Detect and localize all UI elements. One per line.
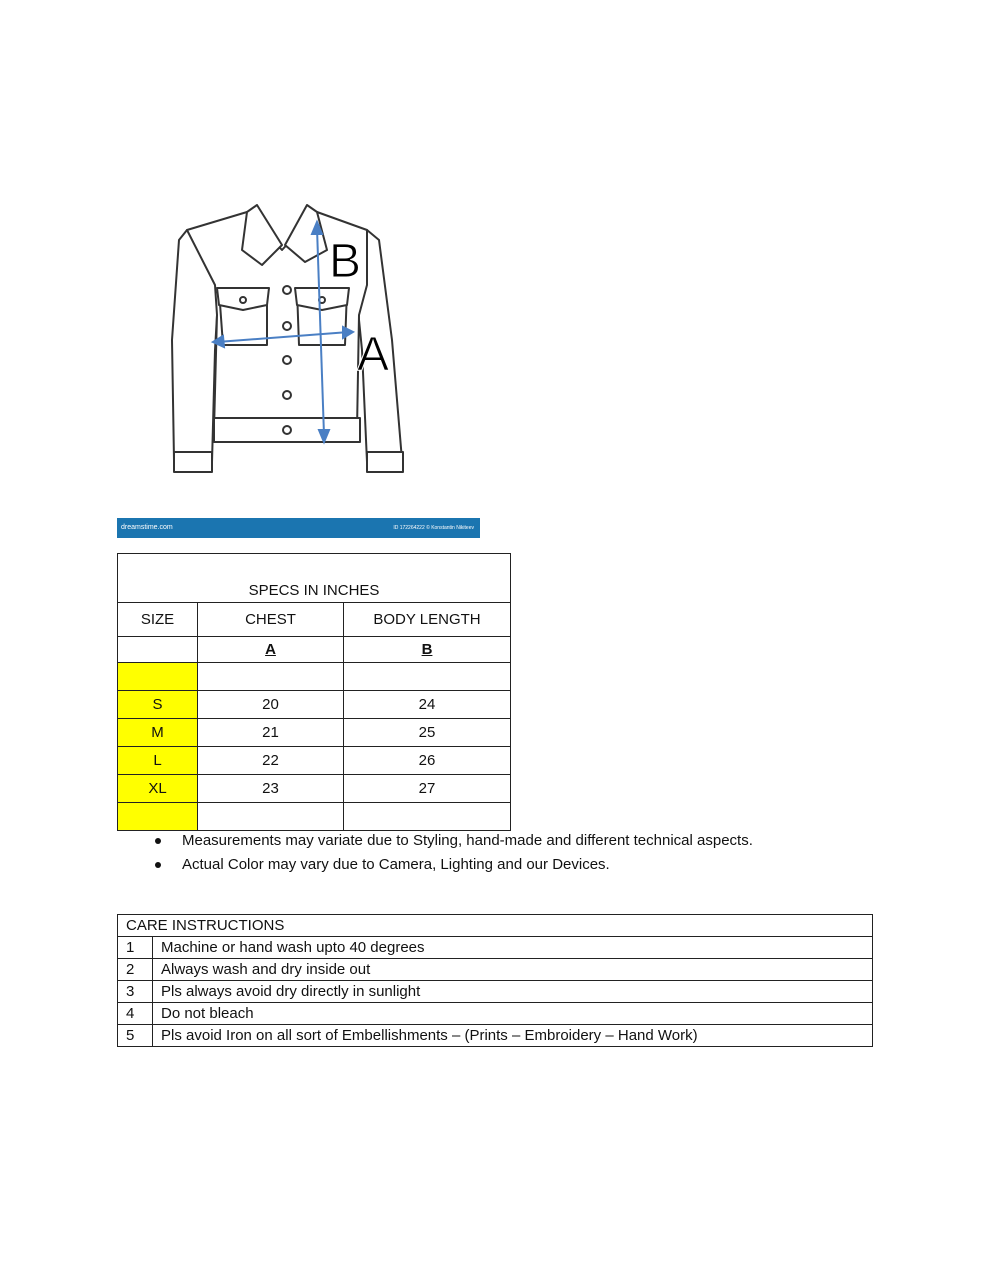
chest-cell [198, 663, 344, 691]
watermark-bar [117, 518, 480, 538]
care-num: 3 [118, 981, 153, 1003]
table-row [118, 691, 511, 719]
note-text: Measurements may variate due to Styling, hand-made and different technical aspects. [182, 832, 753, 849]
bullet-icon [155, 838, 161, 844]
care-text: Do not bleach [153, 1003, 873, 1025]
care-num: 1 [118, 937, 153, 959]
watermark-credit: ID 172264222 © Konstantin Nikiteev [393, 525, 474, 531]
care-table [117, 914, 873, 1047]
length-cell [344, 663, 511, 691]
letter-a: A [198, 637, 344, 663]
size-cell: L [118, 747, 198, 775]
size-cell [118, 663, 198, 691]
specs-header-row [118, 603, 511, 637]
watermark-brand: dreamstime.com [121, 524, 173, 531]
jacket-button [283, 322, 291, 330]
jacket-button [240, 297, 246, 303]
list-item [150, 855, 753, 879]
care-title-row [118, 915, 873, 937]
size-cell: M [118, 719, 198, 747]
chest-cell: 22 [198, 747, 344, 775]
list-item [150, 831, 753, 855]
table-row [118, 747, 511, 775]
letter-b: B [344, 637, 511, 663]
table-row [118, 663, 511, 691]
jacket-button [283, 356, 291, 364]
bullet-icon [155, 862, 161, 868]
size-cell [118, 803, 198, 831]
size-cell: XL [118, 775, 198, 803]
jacket-button [283, 391, 291, 399]
header-body-length: BODY LENGTH [344, 603, 511, 637]
table-row [118, 1025, 873, 1047]
table-row [118, 1003, 873, 1025]
length-cell [344, 803, 511, 831]
length-cell: 26 [344, 747, 511, 775]
jacket-left-cuff [174, 452, 212, 472]
label-b: B [329, 235, 362, 288]
table-row [118, 959, 873, 981]
table-row [118, 981, 873, 1003]
care-text: Pls avoid Iron on all sort of Embellishments – (Prints – Embroidery – Hand Work) [153, 1025, 873, 1047]
care-text: Always wash and dry inside out [153, 959, 873, 981]
specs-title: SPECS IN INCHES [118, 554, 511, 603]
jacket-button [283, 426, 291, 434]
table-row [118, 937, 873, 959]
label-a: A [357, 328, 390, 381]
letter-empty [118, 637, 198, 663]
note-text: Actual Color may vary due to Camera, Lighting and our Devices. [182, 856, 610, 873]
length-cell: 27 [344, 775, 511, 803]
care-num: 2 [118, 959, 153, 981]
size-cell: S [118, 691, 198, 719]
care-text: Pls always avoid dry directly in sunlight [153, 981, 873, 1003]
care-num: 4 [118, 1003, 153, 1025]
care-text: Machine or hand wash upto 40 degrees [153, 937, 873, 959]
header-size: SIZE [118, 603, 198, 637]
chest-cell: 23 [198, 775, 344, 803]
chest-cell: 20 [198, 691, 344, 719]
jacket-illustration [117, 190, 480, 520]
specs-letter-row [118, 637, 511, 663]
notes-list [150, 831, 753, 879]
length-cell: 25 [344, 719, 511, 747]
table-row [118, 775, 511, 803]
care-title: CARE INSTRUCTIONS [118, 915, 873, 937]
table-row [118, 803, 511, 831]
length-cell: 24 [344, 691, 511, 719]
chest-cell: 21 [198, 719, 344, 747]
care-num: 5 [118, 1025, 153, 1047]
specs-title-row [118, 554, 511, 603]
header-chest: CHEST [198, 603, 344, 637]
chest-cell [198, 803, 344, 831]
specs-table [117, 553, 511, 831]
table-row [118, 719, 511, 747]
jacket-right-cuff [367, 452, 403, 472]
jacket-button [283, 286, 291, 294]
